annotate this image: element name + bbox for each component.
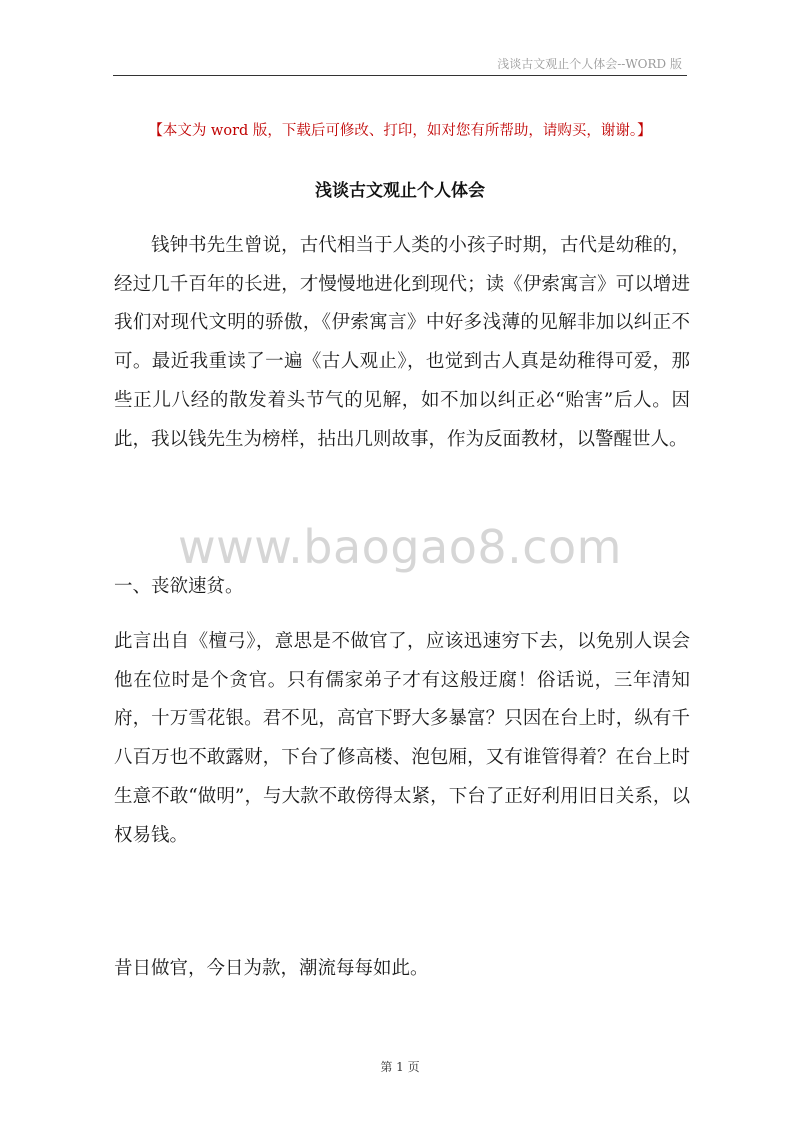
header-divider bbox=[113, 75, 687, 76]
body-paragraph-3: 昔日做官，今日为款，潮流每每如此。 bbox=[114, 958, 429, 979]
body-paragraph-2: 此言出自《檀弓》，意思是不做官了，应该迅速穷下去，以免别人误会他在位时是个贪官。只有儒家弟子才有这般迂腐！俗话说，三年清知府，十万雪花银。君不见，高官下野大多暴富？只因在台上时，纵有千八百万也不敢露财，下台了修高楼、泡包厢，又有谁管得着？在台上时生意不敢“做明”，与大款不敢傍得太紧，下台了正好利用旧日关系，以权易钱。 bbox=[114, 631, 690, 846]
running-header: 浅谈古文观止个人体会--WORD 版 bbox=[497, 57, 682, 71]
section-heading-1: 一、丧欲速贫。 bbox=[114, 576, 244, 597]
page-number: 第 1 页 bbox=[380, 1060, 420, 1074]
download-notice: 【本文为 word 版，下载后可修改、打印，如对您有所帮助，请购买，谢谢。】 bbox=[148, 123, 652, 139]
document-title: 浅谈古文观止个人体会 bbox=[315, 181, 485, 201]
watermark: www.baogao8.com bbox=[178, 520, 622, 574]
body-paragraph-1: 钱钟书先生曾说，古代相当于人类的小孩子时期，古代是幼稚的，经过几千百年的长进，才慢慢地进化到现代；读《伊索寓言》可以增进我们对现代文明的骄傲，《伊索寓言》中好多浅薄的见解非加以纠正不可。最近我重读了一遍《古人观止》，也觉到古人真是幼稚得可爱，那些正儿八经的散发着头节气的见解，如不加以纠正必“贻害”后人。因此，我以钱先生为榜样，拈出几则故事，作为反面教材，以警醒世人。 bbox=[114, 235, 690, 450]
